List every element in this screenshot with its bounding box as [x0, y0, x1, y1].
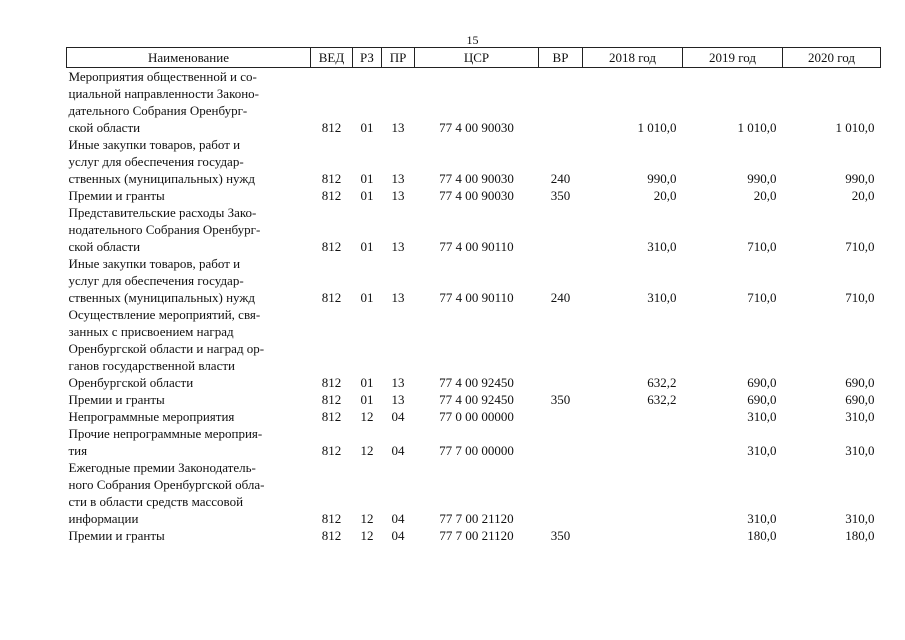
row-name-text: Представительские расходы Зако- нодательного Собрания Оренбург- ской области — [68, 205, 261, 254]
row-rz: 01 — [360, 375, 374, 390]
row-csr: 77 7 00 21120 — [439, 528, 514, 543]
row-vr — [539, 68, 583, 137]
row-2018 — [583, 408, 683, 425]
row-2019: 310,0 — [747, 409, 777, 424]
header-csr: ЦСР — [415, 48, 539, 68]
row-ved: 812 — [321, 239, 342, 254]
row-rz: 01 — [360, 392, 374, 407]
row-2018: 20,0 — [653, 188, 677, 203]
row-name-text: Премии и гранты — [68, 528, 165, 543]
row-2018 — [583, 459, 683, 527]
table-row — [67, 408, 881, 425]
row-2020: 310,0 — [845, 443, 875, 458]
header-2019: 2019 год — [683, 48, 783, 68]
header-2020: 2020 год — [783, 48, 881, 68]
row-vr: 350 — [550, 188, 571, 203]
row-2018: 310,0 — [647, 239, 677, 254]
row-2019: 310,0 — [747, 443, 777, 458]
budget-table — [66, 47, 881, 544]
row-name-text: Прочие непрограммные мероприя- тия — [68, 426, 263, 458]
row-rz: 01 — [360, 290, 374, 305]
row-name — [67, 391, 311, 408]
row-name — [67, 68, 311, 137]
row-name-text: Иные закупки товаров, работ и услуг для обеспечения государ- ственных (муниципальных) нужд — [68, 137, 255, 186]
row-2019: 310,0 — [747, 511, 777, 526]
row-pr: 04 — [391, 443, 405, 458]
row-ved: 812 — [321, 375, 342, 390]
row-2018 — [583, 527, 683, 544]
row-vr — [539, 425, 583, 459]
row-csr: 77 4 00 90030 — [439, 171, 514, 186]
row-name-text: Иные закупки товаров, работ и услуг для обеспечения государ- ственных (муниципальных) нужд — [68, 256, 255, 305]
row-2018: 310,0 — [647, 290, 677, 305]
row-csr: 77 4 00 92450 — [439, 392, 514, 407]
table-header-row — [67, 48, 881, 68]
row-2018: 990,0 — [647, 171, 677, 186]
row-vr — [539, 306, 583, 391]
row-pr: 04 — [391, 528, 405, 543]
row-ved: 812 — [321, 392, 342, 407]
row-vr: 350 — [550, 528, 571, 543]
row-2018: 632,2 — [647, 392, 677, 407]
row-2020: 20,0 — [851, 188, 875, 203]
row-ved: 812 — [321, 528, 342, 543]
row-vr: 240 — [550, 171, 571, 186]
row-name — [67, 306, 311, 391]
row-name-text: Премии и гранты — [68, 188, 165, 203]
row-name — [67, 187, 311, 204]
row-2020: 710,0 — [845, 290, 875, 305]
row-rz: 12 — [360, 443, 374, 458]
row-2019: 710,0 — [747, 239, 777, 254]
row-csr: 77 4 00 90110 — [439, 290, 514, 305]
row-2019: 990,0 — [747, 171, 777, 186]
row-name-text: Непрограммные мероприятия — [68, 409, 235, 424]
row-2018: 1 010,0 — [637, 120, 677, 135]
table-row — [67, 204, 881, 255]
row-csr: 77 0 00 00000 — [439, 409, 514, 424]
table-row — [67, 255, 881, 306]
row-name — [67, 459, 311, 527]
row-ved: 812 — [321, 290, 342, 305]
row-2020: 310,0 — [845, 409, 875, 424]
row-2020: 990,0 — [845, 171, 875, 186]
row-vr — [539, 204, 583, 255]
row-pr: 04 — [391, 511, 405, 526]
row-2020: 690,0 — [845, 392, 875, 407]
header-vr: ВР — [539, 48, 583, 68]
table-row — [67, 459, 881, 527]
row-name-text: Премии и гранты — [68, 392, 165, 407]
table-row — [67, 527, 881, 544]
row-pr: 13 — [391, 290, 405, 305]
row-2019: 180,0 — [747, 528, 777, 543]
row-name — [67, 425, 311, 459]
row-ved: 812 — [321, 188, 342, 203]
row-pr: 13 — [391, 375, 405, 390]
row-pr: 13 — [391, 171, 405, 186]
row-rz: 01 — [360, 188, 374, 203]
row-rz: 01 — [360, 120, 374, 135]
row-name-text: Мероприятия общественной и со- циальной направленности Законо- дательного Собрания Оренбург- ской области — [68, 69, 260, 135]
row-rz: 12 — [360, 409, 374, 424]
row-name — [67, 136, 311, 187]
table-row — [67, 306, 881, 391]
header-pr: ПР — [382, 48, 415, 68]
row-ved: 812 — [321, 171, 342, 186]
row-name — [67, 527, 311, 544]
header-ved: ВЕД — [311, 48, 353, 68]
row-2020: 180,0 — [845, 528, 875, 543]
row-rz: 01 — [360, 239, 374, 254]
row-csr: 77 4 00 90030 — [439, 120, 514, 135]
row-ved: 812 — [321, 120, 342, 135]
row-2019: 710,0 — [747, 290, 777, 305]
row-ved: 812 — [321, 443, 342, 458]
row-csr: 77 4 00 90110 — [439, 239, 514, 254]
row-2020: 690,0 — [845, 375, 875, 390]
page-number: 15 — [466, 33, 479, 47]
row-2020: 1 010,0 — [835, 120, 875, 135]
header-2018: 2018 год — [583, 48, 683, 68]
row-csr: 77 7 00 21120 — [439, 511, 514, 526]
table-row — [67, 391, 881, 408]
row-name — [67, 408, 311, 425]
row-rz: 01 — [360, 171, 374, 186]
row-name — [67, 255, 311, 306]
row-2018: 632,2 — [647, 375, 677, 390]
row-pr: 04 — [391, 409, 405, 424]
row-name-text: Ежегодные премии Законодатель- ного Собрания Оренбургской обла- сти в области средств массовой информации — [68, 460, 265, 526]
row-2018 — [583, 425, 683, 459]
row-2019: 20,0 — [753, 188, 777, 203]
row-csr: 77 4 00 92450 — [439, 375, 514, 390]
row-pr: 13 — [391, 392, 405, 407]
row-2020: 710,0 — [845, 239, 875, 254]
row-name — [67, 204, 311, 255]
row-ved: 812 — [321, 511, 342, 526]
row-pr: 13 — [391, 120, 405, 135]
row-2019: 690,0 — [747, 375, 777, 390]
row-csr: 77 4 00 90030 — [439, 188, 514, 203]
row-vr: 240 — [550, 290, 571, 305]
row-pr: 13 — [391, 239, 405, 254]
table-row — [67, 136, 881, 187]
row-name-text: Осуществление мероприятий, свя- занных с присвоением наград Оренбургской области и наград ор- ганов государственной власти Оренбургской области — [68, 307, 265, 390]
row-2020: 310,0 — [845, 511, 875, 526]
row-2019: 1 010,0 — [737, 120, 777, 135]
row-vr — [539, 459, 583, 527]
row-rz: 12 — [360, 511, 374, 526]
row-vr: 350 — [550, 392, 571, 407]
header-rz: РЗ — [353, 48, 382, 68]
table-row — [67, 187, 881, 204]
table-row — [67, 68, 881, 137]
row-rz: 12 — [360, 528, 374, 543]
table-row — [67, 425, 881, 459]
row-vr — [539, 408, 583, 425]
header-name: Наименование — [67, 48, 311, 68]
row-ved: 812 — [321, 409, 342, 424]
row-csr: 77 7 00 00000 — [439, 443, 514, 458]
row-2019: 690,0 — [747, 392, 777, 407]
row-pr: 13 — [391, 188, 405, 203]
